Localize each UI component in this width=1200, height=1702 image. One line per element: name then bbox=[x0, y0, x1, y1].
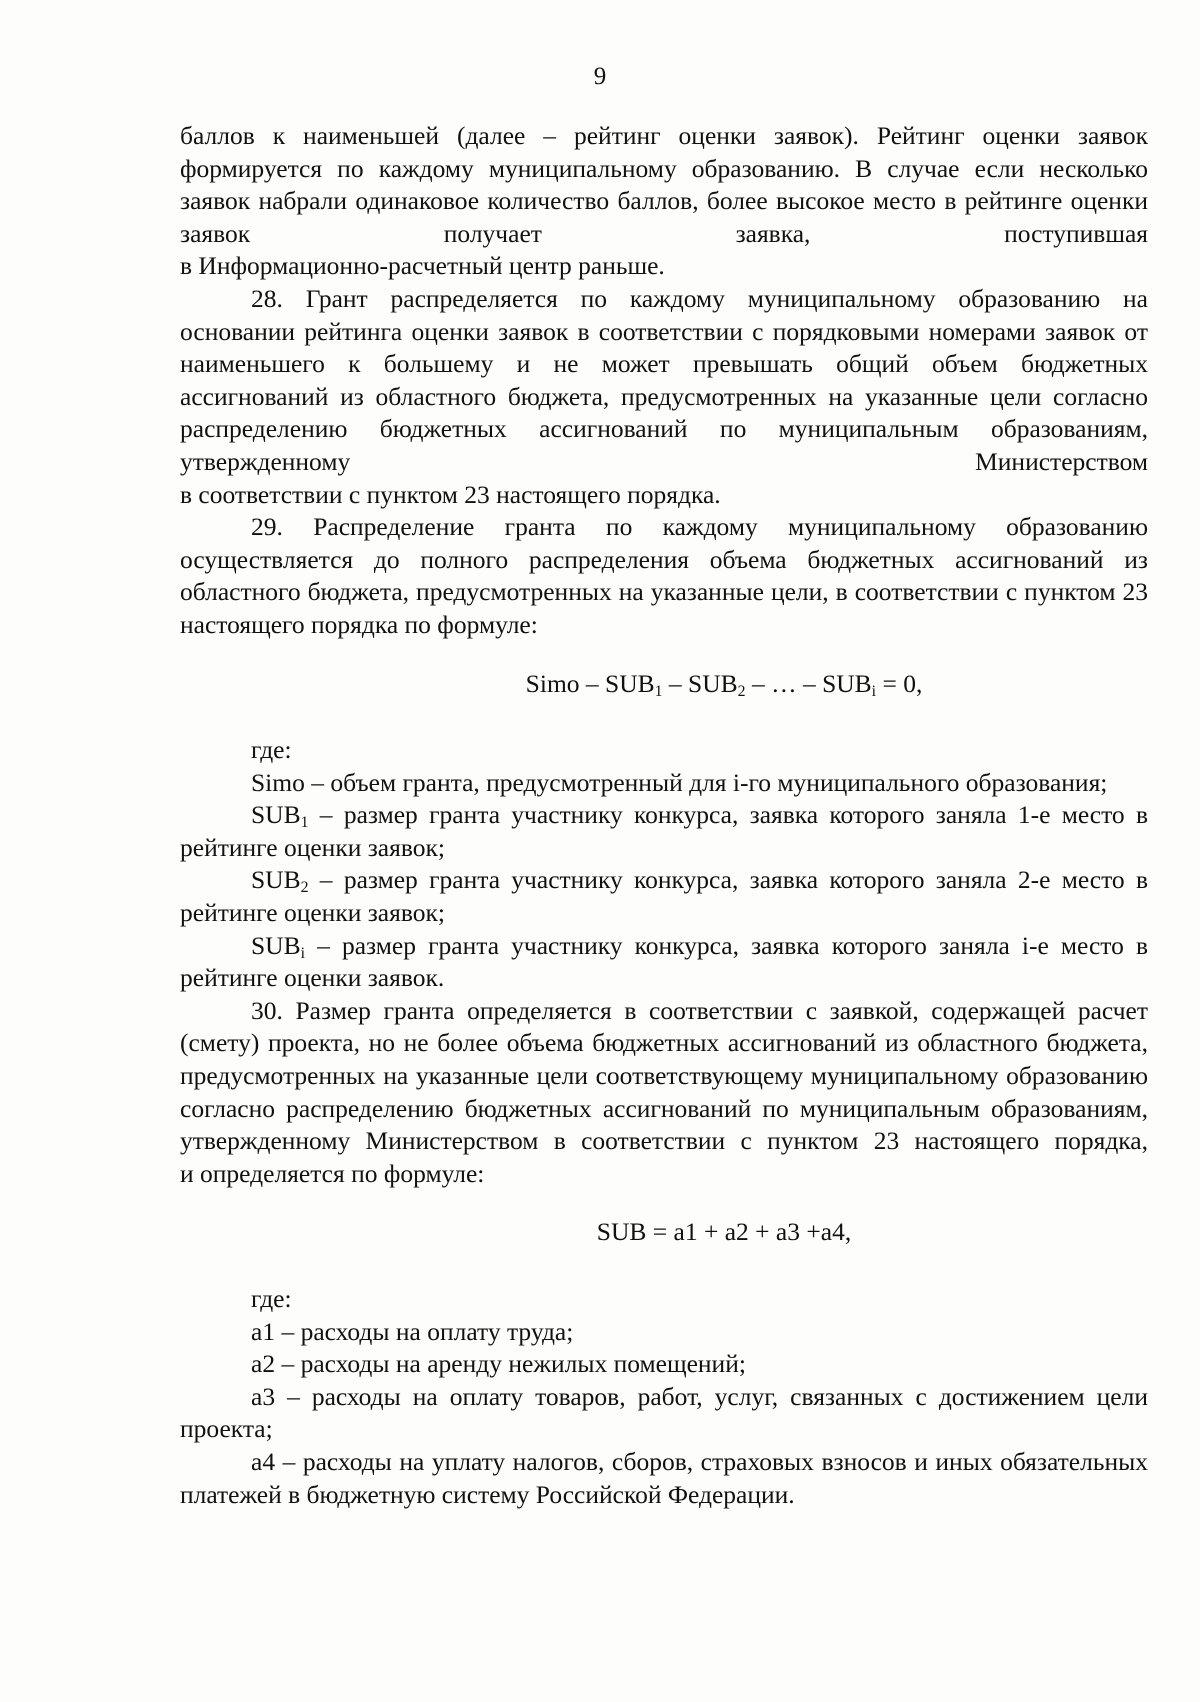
paragraph-continuation: баллов к наименьшей (далее – рейтинг оценки заявок). Рейтинг оценки заявок формируется по каждому муниципальному образованию. В случае если несколько заявок набрали одинаковое количество баллов, более высокое место в рейтинге оценки заявок получает заявка, поступившая bbox=[180, 121, 1148, 248]
formula-grant-distribution: Simo – $SUB_1 - SUB_2$ – … – $SUB_i = 0$, bbox=[525, 668, 923, 700]
paragraph-28-end: в соответствии с пунктом 23 настоящего порядка. bbox=[180, 479, 721, 509]
paragraph-continuation-end: в Информационно-расчетный центр раньше. bbox=[180, 251, 665, 281]
where-label: где: bbox=[251, 735, 292, 765]
definition-sub2: $SUB_2$ – размер гранта участнику конкурса, заявка которого заняла 2-е место в рейтинге оценки заявок; bbox=[180, 865, 1148, 928]
definition-a1: a1 – расходы на оплату труда; bbox=[251, 1316, 574, 1346]
definition-subi: $SUB_i$ – размер гранта участнику конкурса, заявка которого заняла i-е место в рейтинге оценки заявок. bbox=[180, 930, 1148, 993]
paragraph-29: 29. Распределение гранта по каждому муниципальному образованию осуществляется до полного распределения объема бюджетных ассигнований из областного бюджета, предусмотренных на указанные цели, в соответствии с пунктом 23 настоящего порядка по формуле: bbox=[180, 512, 1148, 639]
definition-simo: Simo – объем гранта, предусмотренный для i-го муниципального образования; bbox=[251, 767, 1108, 797]
definition-a4: a4 – расходы на уплату налогов, сборов, страховых взносов и иных обязательных платежей в бюджетную систему Российской Федерации. bbox=[180, 1446, 1148, 1509]
definition-a2: a2 – расходы на аренду нежилых помещений; bbox=[251, 1349, 746, 1379]
paragraph-28: 28. Грант распределяется по каждому муниципальному образованию на основании рейтинга оценки заявок в соответствии с порядковыми номерами заявок от наименьшего к большему и не может превышать общий объем бюджетных ассигнований из областного бюджета, предусмотренных на указанные цели согласно распределению бюджетных ассигнований по муниципальным образованиям, утвержденному Министерством bbox=[180, 283, 1148, 476]
definition-a3: a3 – расходы на оплату товаров, работ, услуг, связанных с достижением цели проекта; bbox=[180, 1381, 1148, 1444]
page-number: 9 bbox=[593, 63, 607, 90]
formula-simo: Simo bbox=[525, 668, 580, 698]
document-body bbox=[180, 120, 1148, 1511]
definition-sub1: $SUB_1$ – размер гранта участнику конкурса, заявка которого заняла 1-е место в рейтинге оценки заявок; bbox=[180, 800, 1148, 862]
paragraph-30-end: и определяется по формуле: bbox=[180, 1158, 485, 1188]
paragraph-30: 30. Размер гранта определяется в соответствии с заявкой, содержащей расчет (смету) проекта, но не более объема бюджетных ассигнований из областного бюджета, предусмотренных на указанные цели соответствующему муниципальному образованию согласно распределению бюджетных ассигнований по муниципальным образованиям, утвержденному Министерством в соответствии с пунктом 23 настоящего порядка, bbox=[180, 995, 1148, 1156]
formula-grant-size: SUB = a1 + a2 + a3 +a4, bbox=[596, 1217, 852, 1247]
where-label-2: где: bbox=[251, 1284, 292, 1313]
